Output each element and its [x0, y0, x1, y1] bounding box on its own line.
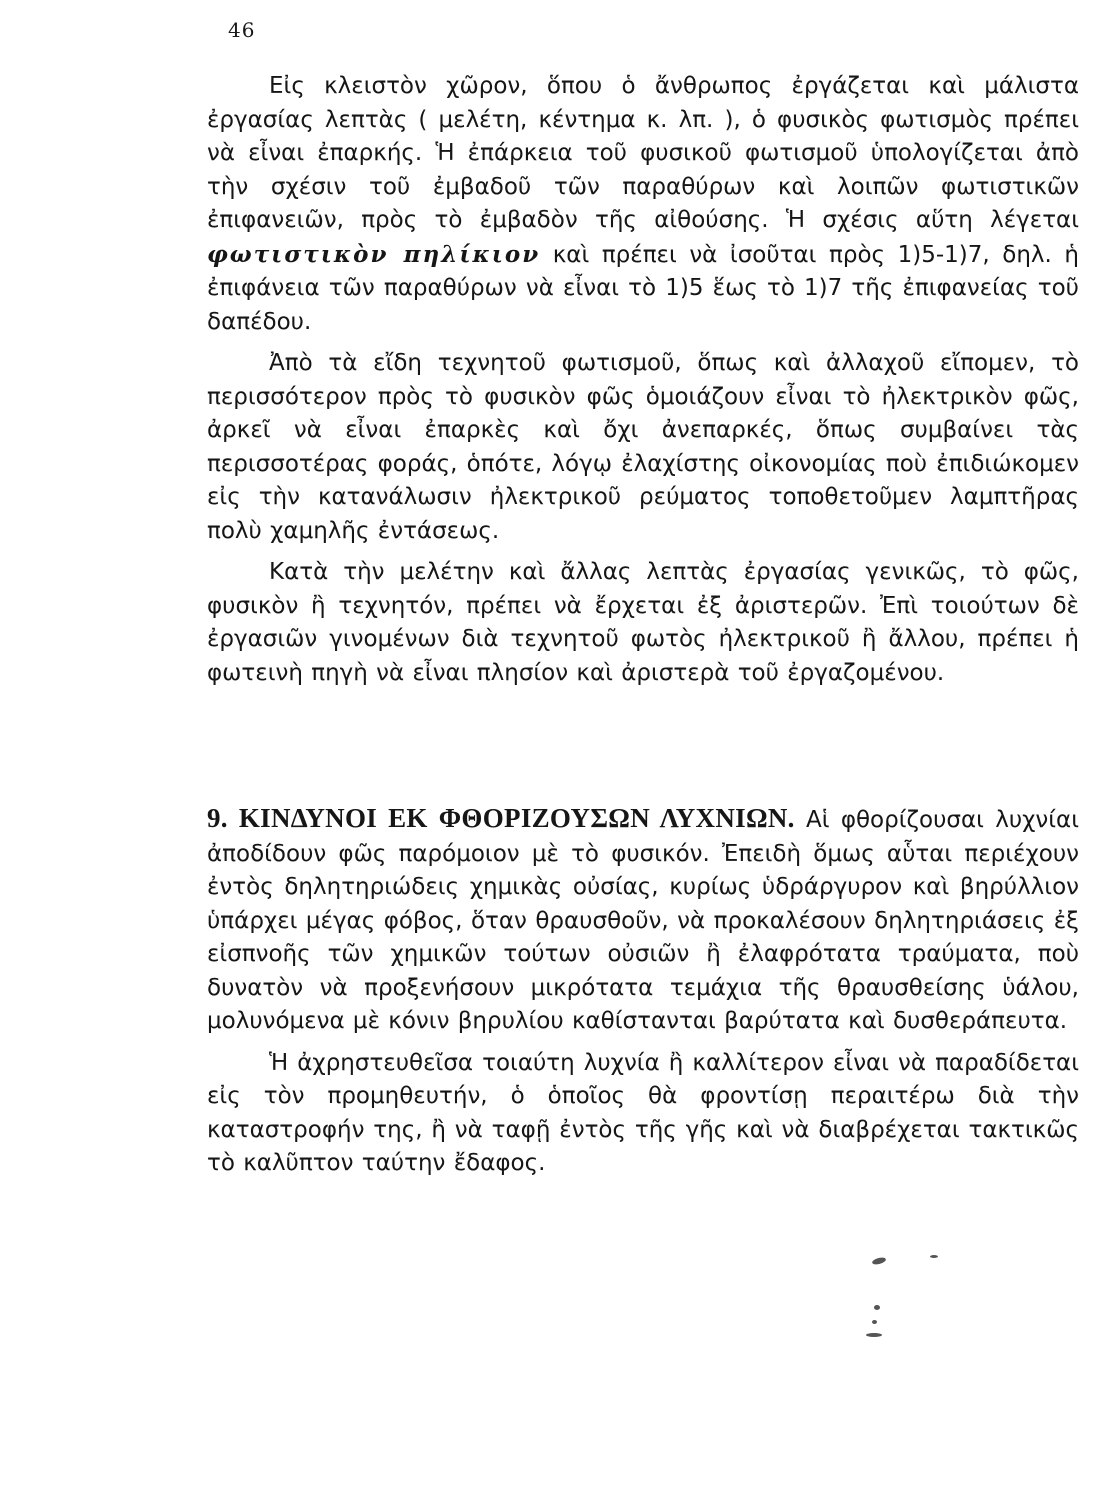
term-lighting-quotient: φωτιστικὸν πηλίκιον	[207, 240, 541, 268]
section-paragraph	[207, 802, 1079, 1039]
ink-smudge	[874, 1305, 880, 1310]
page-number: 46	[228, 18, 256, 42]
section-fluorescent-lamps	[207, 802, 1079, 1189]
paragraph-lighting-ratio	[207, 70, 1079, 339]
body-text-top	[207, 70, 1079, 698]
ink-smudge	[871, 1256, 886, 1265]
paragraph-lighting-ratio-end: καὶ πρέπει νὰ ἰσοῦται πρὸς 1)5-1)7, δηλ. ἡ ἐπιφάνεια τῶν παραθύρων νὰ εἶναι τὸ 1)5 ἕως τὸ 1)7 τῆς ἐπιφανείας τοῦ δαπέδου.	[207, 241, 1079, 335]
ink-smudge	[872, 1320, 877, 1324]
section-body: Αἱ φθορίζουσαι λυχνίαι ἀποδίδουν φῶς παρόμοιον μὲ τὸ φυσικόν. Ἐπειδὴ ὅμως αὗται περιέχουν ἐντὸς δηλητηριώδεις χημικὰς οὐσίας, κυρίως ὑδράργυρον καὶ βηρύλλιον ὑπάρχει μέγας φόβος, ὅταν θραυσθοῦν, νὰ προκαλέσουν δηλητηριάσεις ἐξ εἰσπνοῆς τῶν χημικῶν τούτων οὐσιῶν ἢ ἐλαφρότατα τραύματα, ποὺ δυνατὸν νὰ προξενήσουν μικρότατα τεμάχια τῆς θραυσθείσης ὑάλου, μολυνόμενα μὲ κόνιν βηρυλίου καθίστανται βαρύτατα καὶ δυσθεράπευτα.	[207, 807, 1079, 1034]
paragraph-lamp-disposal: Ἡ ἀχρηστευθεῖσα τοιαύτη λυχνία ἢ καλλίτερον εἶναι νὰ παραδίδεται εἰς τὸν προμηθευτήν, ὁ ὁποῖος θὰ φροντίσῃ περαιτέρω διὰ τὴν καταστροφήν της, ἢ νὰ ταφῇ ἐντὸς τῆς γῆς καὶ νὰ διαβρέχεται τακτικῶς τὸ καλῦπτον ταύτην ἔδαφος.	[207, 1049, 1079, 1176]
paragraph-artificial-light: Ἀπὸ τὰ εἴδη τεχνητοῦ φωτισμοῦ, ὅπως καὶ ἀλλαχοῦ εἴπομεν, τὸ περισσότερον πρὸς τὸ φυσικὸν φῶς ὁμοιάζουν εἶναι τὸ ἠλεκτρικὸν φῶς, ἀρκεῖ νὰ εἶναι ἐπαρκὲς καὶ ὄχι ἀνεπαρκές, ὅπως συμβαίνει τὰς περισσοτέρας φοράς, ὁπότε, λόγῳ ἐλαχίστης οἰκονομίας ποὺ ἐπιδιώκομεν εἰς τὴν κατανάλωσιν ἠλεκτρικοῦ ρεύματος τοποθετοῦμεν λαμπτῆρας πολὺ χαμηλῆς ἐντάσεως.	[207, 350, 1079, 544]
paragraph-lighting-ratio-start: Εἰς κλειστὸν χῶρον, ὅπου ὁ ἄνθρωπος ἐργάζεται καὶ μάλιστα ἐργασίας λεπτὰς ( μελέτη, κέντημα κ. λπ. ), ὁ φυσικὸς φωτισμὸς πρέπει νὰ εἶναι ἐπαρκής. Ἡ ἐπάρκεια τοῦ φυσικοῦ φωτισμοῦ ὑπολογίζεται ἀπὸ τὴν σχέσιν τοῦ ἐμβαδοῦ τῶν παραθύρων καὶ λοιπῶν φωτιστικῶν ἐπιφανειῶν, πρὸς τὸ ἐμβαδὸν τῆς αἰθούσης. Ἡ σχέσις αὕτη λέγεται	[207, 73, 1079, 233]
ink-smudge	[866, 1333, 882, 1337]
ink-smudge	[930, 1255, 938, 1258]
section-heading: 9. ΚΙΝΔΥΝΟΙ ΕΚ ΦΘΟΡΙΖΟΥΣΩΝ ΛΥΧΝΙΩΝ.	[207, 803, 795, 833]
paragraph-light-direction: Κατὰ τὴν μελέτην καὶ ἄλλας λεπτὰς ἐργασίας γενικῶς, τὸ φῶς, φυσικὸν ἢ τεχνητόν, πρέπει νὰ ἔρχεται ἐξ ἀριστερῶν. Ἐπὶ τοιούτων δὲ ἐργασιῶν γινομένων διὰ τεχνητοῦ φωτὸς ἠλεκτρικοῦ ἢ ἄλλου, πρέπει ἡ φωτεινὴ πηγὴ νὰ εἶναι πλησίον καὶ ἀριστερὰ τοῦ ἐργαζομένου.	[207, 559, 1079, 686]
